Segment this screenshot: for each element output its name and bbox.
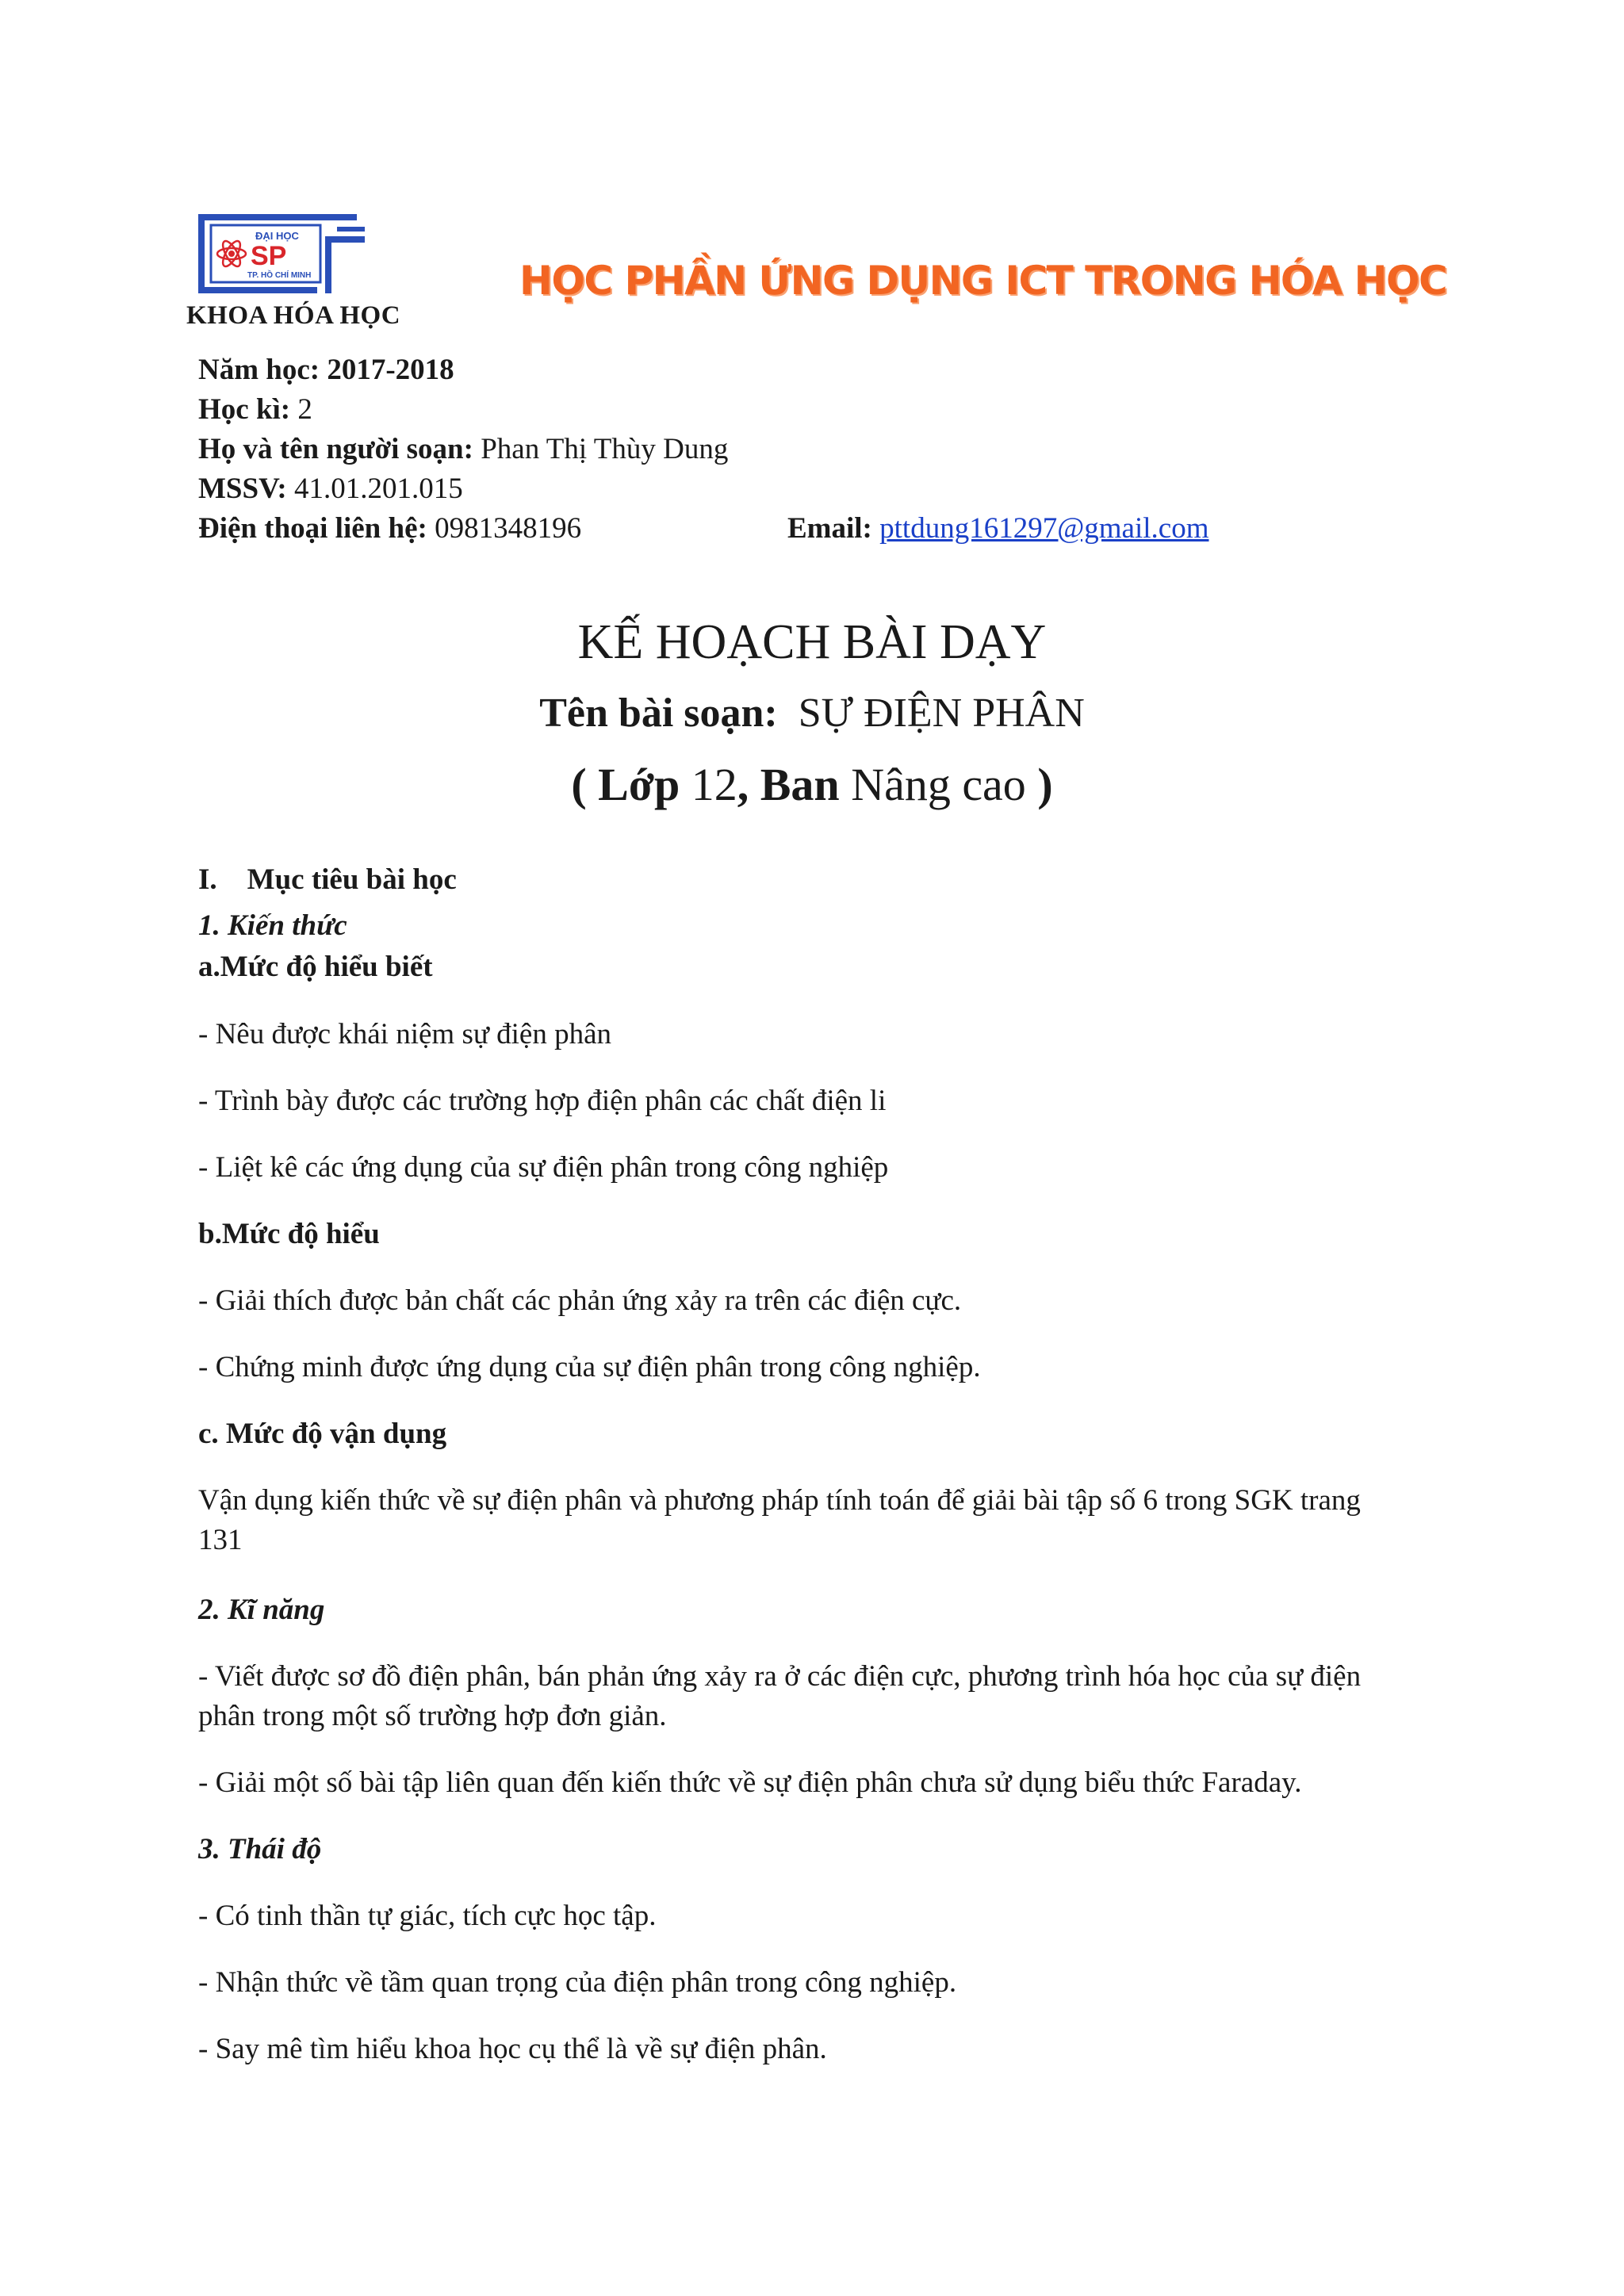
class-separator: ,: [737, 759, 760, 810]
list-item: - Nêu được khái niệm sự điện phân: [198, 1018, 612, 1050]
logo-line2: TP. HỒ CHÍ MINH: [247, 271, 312, 280]
list-item: - Trình bày được các trường hợp điện phân các chất điện li: [198, 1085, 887, 1117]
class-level: [0, 753, 1624, 817]
course-title: HỌC PHẦN ỨNG DỤNG ICT TRONG HÓA HỌC: [519, 258, 1447, 304]
school-year: Năm học: 2017-2018: [198, 354, 454, 386]
author-label: Họ và tên người soạn:: [198, 433, 473, 465]
branch-label: Ban: [760, 759, 840, 810]
email: [787, 509, 1209, 549]
university-logo: [198, 212, 365, 300]
class-close-paren: ): [1025, 759, 1053, 810]
section-objectives: [198, 860, 457, 900]
paragraph-line: 131: [198, 1524, 243, 1556]
paragraph-line: Vận dụng kiến thức về sự điện phân và phương pháp tính toán để giải bài tập số 6 trong SGK trang: [198, 1484, 1361, 1517]
section-title: Mục tiêu bài học: [247, 863, 457, 896]
knowledge-c-heading: c. Mức độ vận dụng: [198, 1418, 447, 1450]
author-value: Phan Thị Thùy Dung: [473, 433, 729, 465]
list-item: - Nhận thức về tầm quan trọng của điện phân trong công nghiệp.: [198, 1966, 957, 1999]
student-id-value: 41.01.201.015: [286, 473, 463, 505]
semester: [198, 390, 728, 430]
lesson-label: Tên bài soạn:: [539, 691, 778, 736]
faculty-name: KHOA HÓA HỌC: [186, 301, 401, 330]
class-value: 12: [680, 759, 737, 810]
phone-value: 0981348196: [427, 512, 582, 545]
knowledge-heading: 1. Kiến thức: [198, 909, 347, 942]
list-item: - Liệt kê các ứng dụng của sự điện phân trong công nghiệp: [198, 1151, 889, 1184]
list-item: - Chứng minh được ứng dụng của sự điện phân trong công nghiệp.: [198, 1351, 981, 1383]
phone-label: Điện thoại liên hệ:: [198, 512, 427, 545]
section-number: I.: [198, 863, 217, 896]
knowledge-b-heading: b.Mức độ hiểu: [198, 1218, 380, 1250]
knowledge-a-heading: a.Mức độ hiểu biết: [198, 951, 433, 983]
class-label: Lớp: [598, 759, 680, 810]
info-block: [198, 350, 728, 549]
branch-value: Nâng cao: [839, 759, 1026, 810]
lesson-value: SỰ ĐIỆN PHÂN: [798, 691, 1085, 736]
semester-value: 2: [290, 393, 312, 426]
university-logo-graphic: [198, 212, 365, 300]
class-open-paren: (: [571, 759, 599, 810]
author: [198, 430, 728, 469]
plan-title: KẾ HOẠCH BÀI DẠY: [577, 615, 1047, 669]
email-link[interactable]: pttdung161297@gmail.com: [879, 512, 1209, 545]
list-item: - Say mê tìm hiểu khoa học cụ thể là về sự điện phân.: [198, 2033, 827, 2065]
list-item: - Giải một số bài tập liên quan đến kiến thức về sự điện phân chưa sử dụng biểu thức Faraday.: [198, 1766, 1302, 1799]
paragraph-line: phân trong một số trường hợp đơn giản.: [198, 1700, 667, 1732]
lesson-title: [0, 686, 1624, 741]
attitude-heading: 3. Thái độ: [198, 1833, 322, 1866]
paragraph-line: - Viết được sơ đồ điện phân, bán phản ứng xảy ra ở các điện cực, phương trình hóa học của sự điện: [198, 1660, 1362, 1693]
skills-heading: 2. Kĩ năng: [198, 1594, 325, 1626]
list-item: - Giải thích được bản chất các phản ứng xảy ra trên các điện cực.: [198, 1284, 962, 1317]
student-id-label: MSSV:: [198, 473, 287, 505]
student-id: [198, 469, 728, 509]
logo-abbr: SP: [251, 241, 287, 271]
phone: [198, 509, 728, 549]
email-label: Email:: [787, 512, 872, 545]
semester-label: Học kì:: [198, 393, 291, 426]
list-item: - Có tinh thần tự giác, tích cực học tập.: [198, 1900, 657, 1932]
logo-line1: ĐẠI HỌC: [255, 230, 299, 242]
